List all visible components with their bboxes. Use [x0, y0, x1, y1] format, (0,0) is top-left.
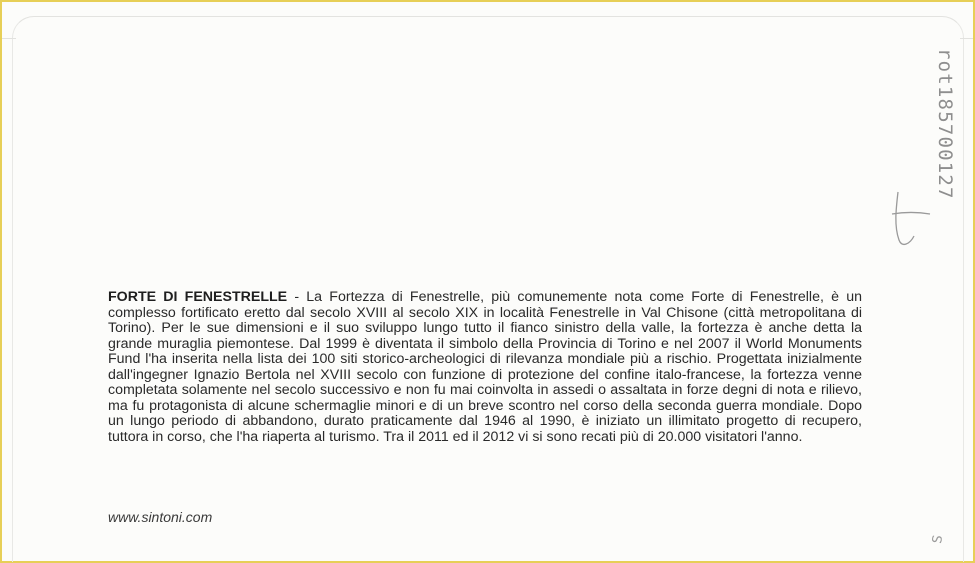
cover-description — [108, 290, 862, 445]
publisher-website: www.sintoni.com — [108, 509, 213, 525]
corner-pencil-mark: S — [930, 534, 947, 545]
flap-crease-right — [960, 38, 973, 39]
flap-crease-left — [2, 38, 16, 39]
cover-title: FORTE DI FENESTRELLE — [108, 289, 288, 305]
title-separator: - — [287, 289, 307, 305]
handwritten-pencil-note — [884, 44, 974, 254]
handwritten-margin-code: rot185700127 — [934, 48, 956, 200]
description-text: La Fortezza di Fenestrelle, più comunemente nota come Forte di Fenestrelle, è un complesso fortificato eretto dal secolo XVIII al secolo XIX in località Fenestrelle in Val Chisone (città metropolitana di Torino). Per le sue dimensioni e il suo sviluppo lungo tutto il fianco sinistro della valle, la fortezza è anche detta la grande muraglia piemontese. Dal 1999 è diventata il simbolo della Provincia di Torino e nel 2007 il World Monuments Fund l'ha inserita nella lista dei 100 siti storico-archeologici di rilevanza mondiale più a rischio. Progettata inizialmente dall'ingegner Ignazio Bertola nel XVIII secolo con funzione di protezione del confine italo-francese, la fortezza venne completata solamente nel secolo successivo e non fu mai coinvolta in assedi o assaltata in forze degni di nota e rilievo, ma fu protagonista di alcune schermaglie minori e di un breve scontro nel corso della seconda guerra mondiale. Dopo un lungo periodo di abbandono, durato praticamente dal 1946 al 1990, è iniziato un illimitato progetto di recupero, tuttora in corso, che l'ha riaperta al turismo. Tra il 2011 ed il 2012 vi si sono recati più di 20.000 visitatori l'anno. — [108, 289, 862, 445]
pencil-signature-stroke — [892, 192, 930, 244]
